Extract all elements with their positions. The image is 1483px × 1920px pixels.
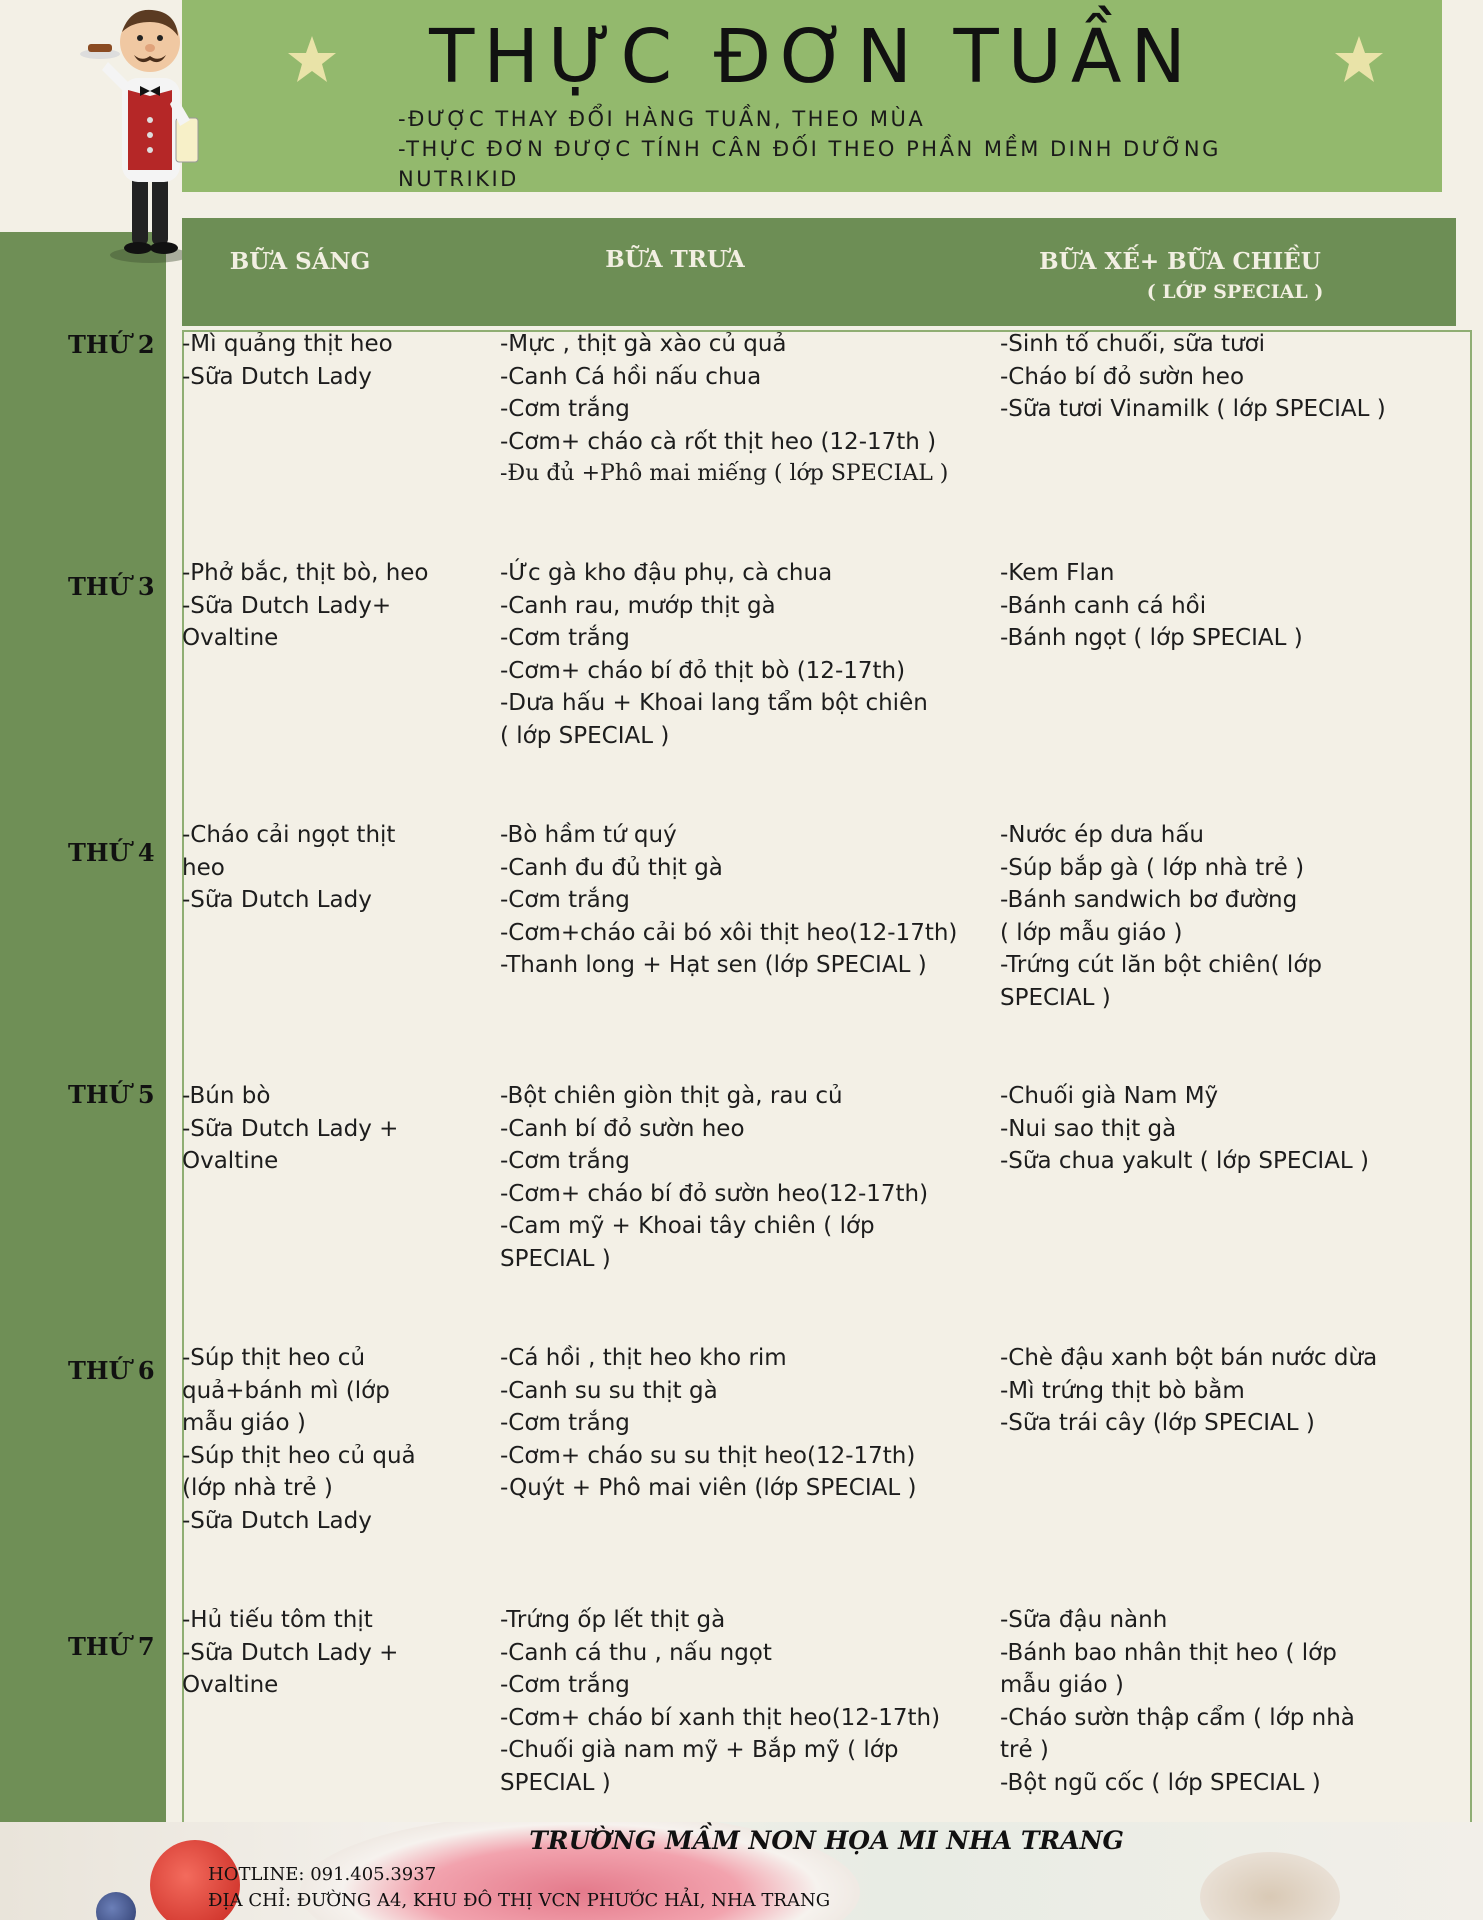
menu-item: -Sữa tươi Vinamilk ( lớp SPECIAL ) [1000, 396, 1386, 423]
menu-item: -Mực , thịt gà xào củ quả [500, 331, 787, 357]
menu-item: -Thanh long + Hạt sen (lớp SPECIAL ) [500, 952, 927, 979]
menu-item: -Nước ép dưa hấu [1000, 822, 1205, 848]
menu-item: ( lớp mẫu giáo ) [1000, 919, 1183, 946]
page-title: THỰC ĐƠN TUẦN [429, 14, 1195, 100]
column-header-afternoon-sub: ( LỚP SPECIAL ) [1146, 281, 1324, 303]
menu-item: (lớp nhà trẻ ) [182, 1475, 333, 1502]
menu-item: -Sữa Dutch Lady+ [182, 592, 392, 619]
menu-item: ( lớp SPECIAL ) [500, 722, 670, 749]
menu-item: -Cơm trắng [500, 1148, 630, 1175]
lunch-cell [500, 328, 980, 491]
menu-item: -Canh bí đỏ sườn heo [500, 1115, 745, 1142]
day-label: THỨ 4 [68, 838, 155, 867]
star-icon [286, 34, 338, 84]
menu-item: -Bột ngũ cốc ( lớp SPECIAL ) [1000, 1769, 1321, 1796]
menu-item: -Súp bắp gà ( lớp nhà trẻ ) [1000, 854, 1305, 881]
menu-item: -Cơm trắng [500, 1410, 630, 1437]
breakfast-cell [182, 1604, 482, 1702]
menu-item: -Trứng ốp lết thịt gà [500, 1607, 726, 1633]
menu-item: -Bò hầm tứ quý [500, 822, 677, 848]
breakfast-cell [182, 1342, 482, 1538]
afternoon-cell [1000, 819, 1460, 1015]
menu-item: SPECIAL ) [1000, 984, 1111, 1011]
blueberry-icon [96, 1892, 136, 1920]
breakfast-cell [182, 1080, 482, 1178]
menu-item: Ovaltine [182, 1672, 279, 1699]
menu-item: -Mì quảng thịt heo [182, 331, 393, 357]
menu-item: -Súp thịt heo củ [182, 1345, 366, 1371]
menu-item: -Cam mỹ + Khoai tây chiên ( lớp [500, 1213, 875, 1240]
menu-item: -Súp thịt heo củ quả [182, 1442, 416, 1469]
day-label: THỨ 5 [68, 1080, 155, 1109]
menu-item: trẻ ) [1000, 1737, 1049, 1764]
menu-item: -Canh cá thu , nấu ngọt [500, 1639, 772, 1666]
menu-item: -Canh đu đủ thịt gà [500, 854, 723, 881]
menu-item: Ovaltine [182, 625, 279, 652]
menu-item: -Cơm+cháo cải bó xôi thịt heo(12-17th) [500, 919, 958, 946]
breakfast-cell [182, 819, 482, 917]
menu-item: -Cơm trắng [500, 887, 630, 914]
menu-item: -Sữa Dutch Lady + [182, 1639, 399, 1666]
menu-item: -Canh rau, mướp thịt gà [500, 592, 776, 619]
afternoon-cell [1000, 328, 1460, 426]
menu-item: -Cháo cải ngọt thịt [182, 822, 396, 848]
menu-item: -Phở bắc, thịt bò, heo [182, 560, 429, 586]
lunch-cell [500, 819, 980, 982]
menu-item: -Cháo bí đỏ sườn heo [1000, 363, 1245, 390]
address-text: ĐỊA CHỈ: ĐƯỜNG A4, KHU ĐÔ THỊ VCN PHƯỚC HẢI, NHA TRANG [208, 1890, 831, 1911]
menu-item: -Sữa Dutch Lady [182, 363, 372, 390]
menu-item: -Bánh sandwich bơ đường [1000, 887, 1298, 914]
menu-item: -Cơm trắng [500, 396, 630, 423]
menu-item: -Chè đậu xanh bột bán nước dừa [1000, 1345, 1378, 1371]
menu-item: -Sữa chua yakult ( lớp SPECIAL ) [1000, 1148, 1370, 1175]
menu-item: -Cơm+ cháo cà rốt thịt heo (12-17th ) [500, 428, 937, 455]
breakfast-cell [182, 557, 482, 655]
menu-item: quả+bánh mì (lớp [182, 1377, 390, 1404]
menu-item: -Cơm+ cháo bí xanh thịt heo(12-17th) [500, 1704, 941, 1731]
breakfast-cell [182, 328, 482, 393]
hotline-text: HOTLINE: 091.405.3937 [208, 1864, 437, 1885]
column-header-lunch: BỮA TRƯA [605, 246, 745, 273]
lunch-cell [500, 1080, 980, 1276]
menu-item: heo [182, 854, 225, 881]
menu-item: -Cá hồi , thịt heo kho rim [500, 1345, 787, 1371]
school-name: TRƯỜNG MẦM NON HỌA MI NHA TRANG [529, 1826, 1124, 1855]
menu-item: -Sữa Dutch Lady + [182, 1115, 399, 1142]
afternoon-cell [1000, 1342, 1460, 1440]
column-header-breakfast: BỮA SÁNG [229, 248, 371, 275]
menu-item: -Nui sao thịt gà [1000, 1115, 1177, 1142]
menu-item: SPECIAL ) [500, 1245, 611, 1272]
lunch-cell [500, 1342, 980, 1505]
menu-item: -Sữa Dutch Lady [182, 887, 372, 914]
day-label: THỨ 6 [68, 1356, 155, 1385]
subtitle-line-1: -ĐƯỢC THAY ĐỔI HÀNG TUẦN, THEO MÙA [398, 107, 926, 131]
header-subtitles [398, 104, 1238, 194]
menu-item: -Đu đủ +Phô mai miếng ( lớp SPECIAL ) [500, 461, 949, 487]
menu-item: -Bánh ngọt ( lớp SPECIAL ) [1000, 625, 1303, 652]
menu-item: SPECIAL ) [500, 1769, 611, 1796]
menu-item: -Bún bò [182, 1083, 271, 1109]
menu-item: mẫu giáo ) [182, 1410, 306, 1437]
menu-item: -Cơm trắng [500, 625, 630, 652]
menu-item: -Cháo sườn thập cẩm ( lớp nhà [1000, 1704, 1355, 1731]
menu-item: -Canh Cá hồi nấu chua [500, 363, 762, 390]
lunch-cell [500, 557, 980, 753]
menu-item: -Sinh tố chuối, sữa tươi [1000, 331, 1266, 357]
subtitle-line-2: -THỰC ĐƠN ĐƯỢC TÍNH CÂN ĐỐI THEO PHẦN MỀM DINH DƯỠNG [398, 137, 1221, 161]
menu-item: -Cơm+ cháo su su thịt heo(12-17th) [500, 1442, 916, 1469]
afternoon-cell [1000, 557, 1460, 655]
menu-item: -Bột chiên giòn thịt gà, rau củ [500, 1083, 843, 1109]
nuts-icon [1200, 1852, 1340, 1920]
afternoon-cell [1000, 1080, 1460, 1178]
menu-item: -Bánh canh cá hồi [1000, 592, 1207, 619]
afternoon-cell [1000, 1604, 1460, 1800]
menu-item: mẫu giáo ) [1000, 1672, 1124, 1699]
lunch-cell [500, 1604, 980, 1800]
menu-item: -Sữa Dutch Lady [182, 1507, 372, 1534]
menu-item: -Cơm trắng [500, 1672, 630, 1699]
menu-item: -Cơm+ cháo bí đỏ sườn heo(12-17th) [500, 1180, 929, 1207]
menu-item: -Hủ tiếu tôm thịt [182, 1607, 373, 1633]
column-header-afternoon [1030, 248, 1330, 303]
menu-item: -Chuối già nam mỹ + Bắp mỹ ( lớp [500, 1737, 899, 1764]
menu-item: -Canh su su thịt gà [500, 1377, 718, 1404]
subtitle-line-3: NUTRIKID [398, 167, 519, 191]
menu-item: -Mì trứng thịt bò bằm [1000, 1377, 1245, 1404]
menu-item: -Bánh bao nhân thịt heo ( lớp [1000, 1639, 1337, 1666]
day-label: THỨ 2 [68, 330, 155, 359]
menu-item: -Kem Flan [1000, 560, 1115, 586]
menu-item: -Quýt + Phô mai viên (lớp SPECIAL ) [500, 1475, 917, 1502]
menu-item: -Cơm+ cháo bí đỏ thịt bò (12-17th) [500, 657, 906, 684]
menu-item: -Dưa hấu + Khoai lang tẩm bột chiên [500, 690, 928, 717]
column-header-afternoon-label: BỮA XẾ+ BỮA CHIỀU [1039, 248, 1321, 275]
day-label: THỨ 7 [68, 1632, 155, 1661]
menu-item: Ovaltine [182, 1148, 279, 1175]
menu-item: -Chuối già Nam Mỹ [1000, 1083, 1219, 1109]
day-label: THỨ 3 [68, 572, 155, 601]
menu-item: -Sữa trái cây (lớp SPECIAL ) [1000, 1410, 1315, 1437]
menu-item: -Ức gà kho đậu phụ, cà chua [500, 560, 833, 586]
menu-item: -Trứng cút lăn bột chiên( lớp [1000, 952, 1322, 979]
star-icon [1333, 34, 1385, 84]
menu-item: -Sữa đậu nành [1000, 1607, 1168, 1633]
sidebar-band [0, 232, 166, 1822]
